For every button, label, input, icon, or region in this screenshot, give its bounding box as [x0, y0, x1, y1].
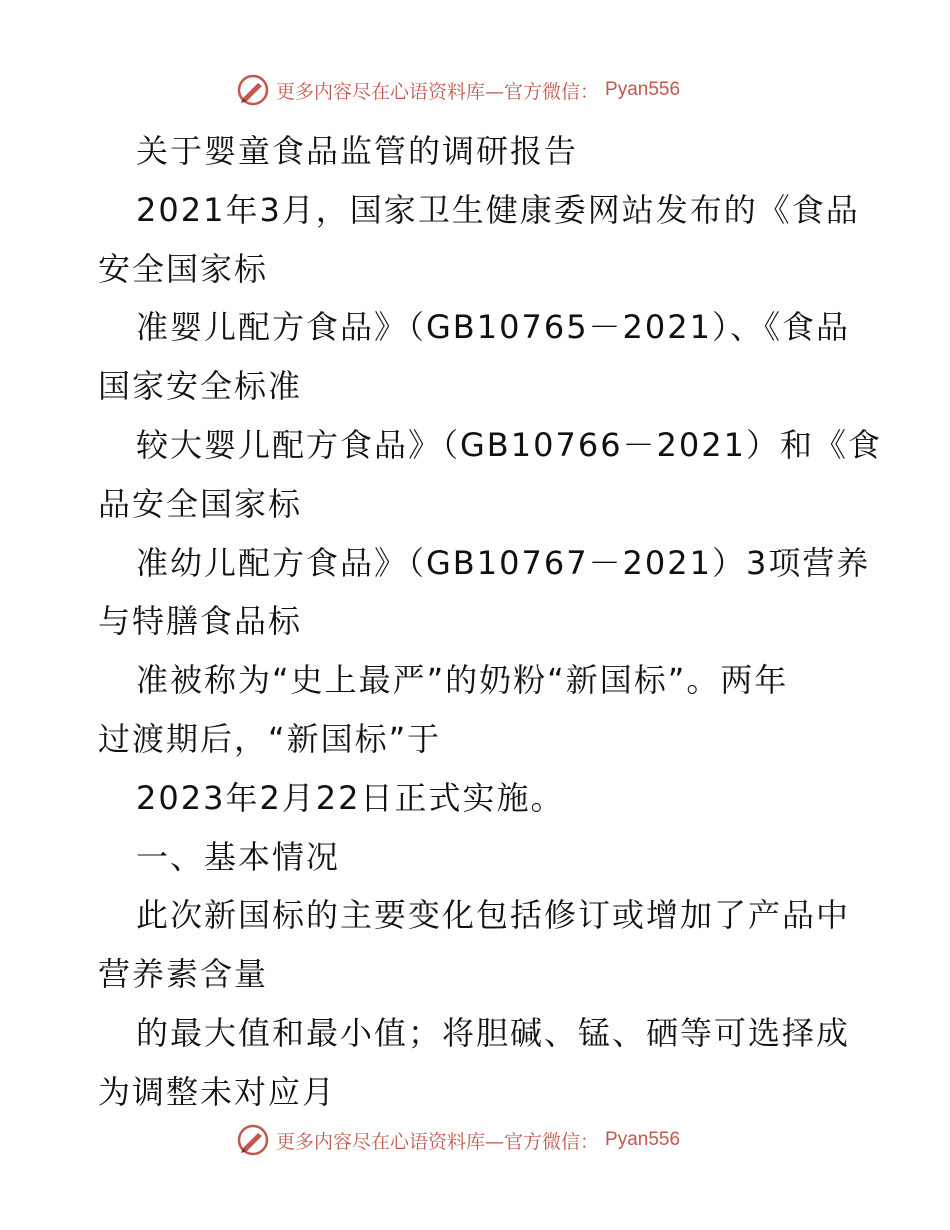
pen-logo-icon: [236, 73, 270, 107]
watermark-text: 更多内容尽在心语资料库—官方微信：: [276, 80, 600, 103]
text-line: 品安全国家标: [98, 484, 303, 523]
pen-logo-icon: [236, 1123, 270, 1157]
watermark-text: 更多内容尽在心语资料库—官方微信：: [276, 1130, 600, 1153]
text-line: 2023年2月22日正式实施。: [136, 778, 565, 817]
document-title: 关于婴童食品监管的调研报告: [136, 132, 579, 170]
text-line: 一、基本情况: [136, 837, 341, 876]
text-line: 安全国家标: [98, 249, 269, 288]
text-line: 的最大值和最小值；将胆碱、锰、硒等可选择成: [136, 1013, 851, 1052]
text-line: 营养素含量: [98, 955, 269, 994]
text-line: 2021年3月，国家卫生健康委网站发布的《食品: [136, 190, 860, 229]
text-line: 较大婴儿配方食品》（GB10766－2021）和《食: [136, 425, 882, 464]
text-line: 国家安全标准: [98, 367, 303, 406]
text-line: 为调整未对应月: [98, 1072, 337, 1111]
watermark-handle: Pyan556: [605, 1129, 681, 1150]
footer-watermark: [236, 1122, 680, 1158]
text-line: 准婴儿配方食品》（GB10765－2021）、《食品: [136, 308, 850, 347]
text-line: 与特膳食品标: [98, 602, 303, 641]
document-body: [98, 122, 882, 1122]
header-watermark: [236, 72, 680, 108]
text-line: 准被称为“史上最严”的奶粉“新国标”。两年: [136, 661, 789, 700]
text-line: 此次新国标的主要变化包括修订或增加了产品中: [136, 896, 851, 935]
watermark-handle: Pyan556: [605, 79, 681, 100]
text-line: 准幼儿配方食品》（GB10767－2021）3项营养: [136, 543, 871, 582]
text-line: 过渡期后，“新国标”于: [98, 719, 442, 758]
